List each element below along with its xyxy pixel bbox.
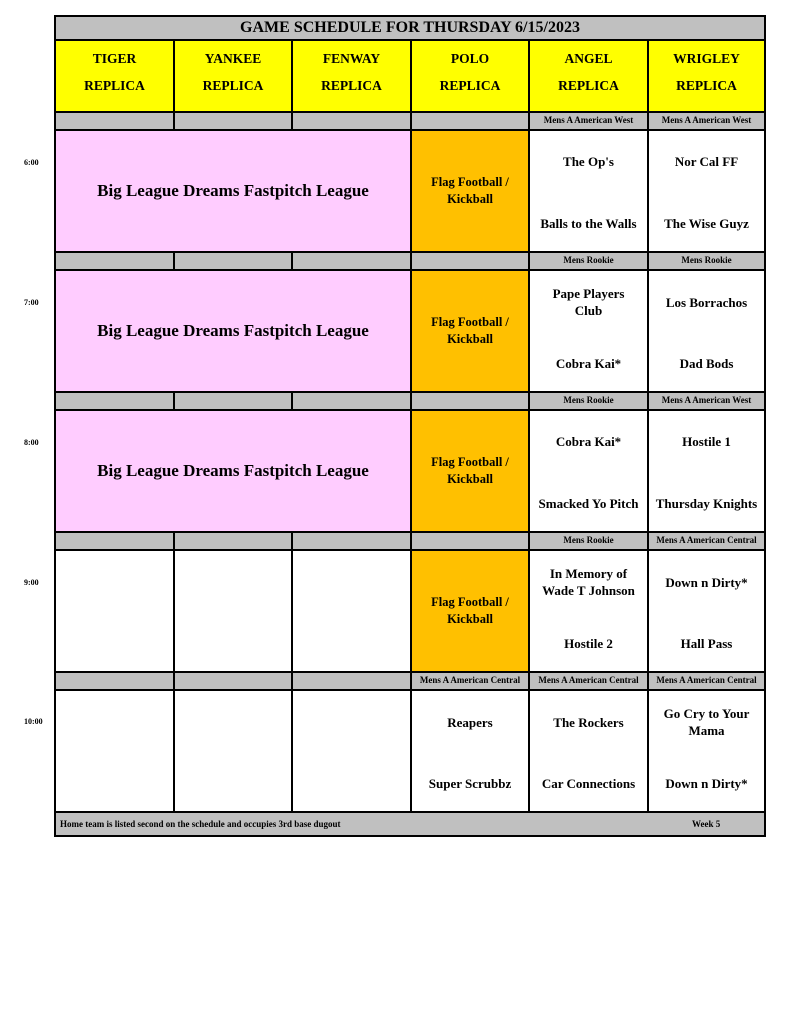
home-team: Balls to the Walls bbox=[540, 216, 637, 231]
flag-football-block-6: Flag Football / Kickball bbox=[412, 131, 530, 253]
division-cell bbox=[293, 393, 412, 411]
flag-football-block-9: Flag Football / Kickball bbox=[412, 551, 530, 673]
game-cell-wrigley-8[interactable] bbox=[649, 411, 764, 533]
division-label-wrigley-6: Mens A American West bbox=[649, 113, 764, 131]
away-team: Reapers bbox=[447, 715, 493, 730]
empty-cell-tiger-9 bbox=[56, 551, 175, 673]
field-sub: REPLICA bbox=[676, 78, 737, 93]
game-cell-wrigley-9[interactable] bbox=[649, 551, 764, 673]
game-cell-angel-8[interactable] bbox=[530, 411, 649, 533]
time-label-10: 10:00 bbox=[24, 717, 43, 726]
home-team: Hall Pass bbox=[680, 636, 733, 651]
schedule-footer bbox=[56, 813, 764, 835]
division-cell bbox=[412, 393, 530, 411]
division-cell bbox=[293, 673, 412, 691]
division-label-wrigley-10: Mens A American Central bbox=[649, 673, 764, 691]
division-label-polo-10: Mens A American Central bbox=[412, 673, 530, 691]
division-cell bbox=[175, 393, 293, 411]
game-cell-wrigley-6[interactable] bbox=[649, 131, 764, 253]
game-cell-wrigley-7[interactable] bbox=[649, 271, 764, 393]
field-name: POLO bbox=[450, 51, 490, 66]
division-cell bbox=[56, 113, 175, 131]
time-label-9: 9:00 bbox=[24, 578, 39, 587]
field-sub: REPLICA bbox=[439, 78, 501, 93]
division-cell bbox=[56, 393, 175, 411]
division-label-angel-10: Mens A American Central bbox=[530, 673, 649, 691]
field-header-yankee bbox=[175, 41, 293, 113]
field-sub: REPLICA bbox=[84, 78, 145, 93]
field-sub: REPLICA bbox=[558, 78, 619, 93]
fastpitch-league-block-8: Big League Dreams Fastpitch League bbox=[56, 411, 412, 533]
schedule-title: GAME SCHEDULE FOR THURSDAY 6/15/2023 bbox=[56, 17, 764, 41]
home-team: Car Connections bbox=[541, 776, 636, 791]
game-cell-polo-10[interactable] bbox=[412, 691, 530, 813]
empty-cell-tiger-10 bbox=[56, 691, 175, 813]
division-cell bbox=[293, 253, 412, 271]
division-cell bbox=[293, 533, 412, 551]
away-team: Pape Players Club bbox=[552, 286, 625, 318]
schedule-table bbox=[54, 15, 766, 837]
game-cell-angel-9[interactable] bbox=[530, 551, 649, 673]
field-header-angel bbox=[530, 41, 649, 113]
division-label-wrigley-9: Mens A American Central bbox=[649, 533, 764, 551]
field-name: WRIGLEY bbox=[673, 51, 740, 66]
division-cell bbox=[56, 673, 175, 691]
time-label-7: 7:00 bbox=[24, 298, 39, 307]
fastpitch-league-block-7: Big League Dreams Fastpitch League bbox=[56, 271, 412, 393]
away-team: The Rockers bbox=[553, 715, 624, 730]
game-cell-wrigley-10[interactable] bbox=[649, 691, 764, 813]
game-cell-angel-10[interactable] bbox=[530, 691, 649, 813]
footer-note: Home team is listed second on the schedule and occupies 3rd base dugout bbox=[60, 819, 341, 829]
away-team: Cobra Kai* bbox=[555, 434, 622, 449]
division-cell bbox=[175, 533, 293, 551]
division-label-angel-7: Mens Rookie bbox=[530, 253, 649, 271]
game-cell-angel-7[interactable] bbox=[530, 271, 649, 393]
division-label-wrigley-8: Mens A American West bbox=[649, 393, 764, 411]
division-label-wrigley-7: Mens Rookie bbox=[649, 253, 764, 271]
field-sub: REPLICA bbox=[202, 78, 264, 93]
field-name: YANKEE bbox=[204, 51, 262, 66]
home-team: Hostile 2 bbox=[564, 636, 613, 651]
division-label-angel-9: Mens Rookie bbox=[530, 533, 649, 551]
away-team: Go Cry to Your Mama bbox=[663, 706, 750, 738]
division-cell bbox=[412, 113, 530, 131]
away-team: Down n Dirty* bbox=[665, 575, 748, 590]
flag-football-block-7: Flag Football / Kickball bbox=[412, 271, 530, 393]
home-team: Down n Dirty* bbox=[665, 776, 748, 791]
home-team: Dad Bods bbox=[679, 356, 734, 371]
division-cell bbox=[412, 253, 530, 271]
week-label: Week 5 bbox=[692, 819, 721, 829]
division-cell bbox=[56, 253, 175, 271]
game-cell-angel-6[interactable] bbox=[530, 131, 649, 253]
division-label-angel-8: Mens Rookie bbox=[530, 393, 649, 411]
field-header-wrigley bbox=[649, 41, 764, 113]
home-team: The Wise Guyz bbox=[664, 216, 749, 231]
field-name: FENWAY bbox=[322, 51, 381, 66]
field-header-tiger bbox=[56, 41, 175, 113]
division-cell bbox=[175, 113, 293, 131]
field-header-fenway bbox=[293, 41, 412, 113]
empty-cell-yankee-10 bbox=[175, 691, 293, 813]
empty-cell-fenway-10 bbox=[293, 691, 412, 813]
division-cell bbox=[293, 113, 412, 131]
flag-football-block-8: Flag Football / Kickball bbox=[412, 411, 530, 533]
field-name: TIGER bbox=[92, 51, 137, 66]
away-team: In Memory of Wade T Johnson bbox=[542, 566, 635, 598]
empty-cell-yankee-9 bbox=[175, 551, 293, 673]
division-cell bbox=[175, 253, 293, 271]
empty-cell-fenway-9 bbox=[293, 551, 412, 673]
away-team: The Op's bbox=[563, 154, 614, 169]
field-sub: REPLICA bbox=[321, 78, 382, 93]
away-team: Hostile 1 bbox=[682, 434, 731, 449]
home-team: Cobra Kai* bbox=[555, 356, 622, 371]
field-name: ANGEL bbox=[564, 51, 613, 66]
division-cell bbox=[412, 533, 530, 551]
away-team: Nor Cal FF bbox=[674, 154, 739, 169]
home-team: Thursday Knights bbox=[655, 496, 758, 511]
field-header-polo bbox=[412, 41, 530, 113]
time-label-8: 8:00 bbox=[24, 438, 39, 447]
division-label-angel-6: Mens A American West bbox=[530, 113, 649, 131]
home-team: Smacked Yo Pitch bbox=[538, 496, 639, 511]
away-team: Los Borrachos bbox=[665, 295, 748, 310]
division-cell bbox=[175, 673, 293, 691]
time-label-6: 6:00 bbox=[24, 158, 39, 167]
division-cell bbox=[56, 533, 175, 551]
fastpitch-league-block-6: Big League Dreams Fastpitch League bbox=[56, 131, 412, 253]
home-team: Super Scrubbz bbox=[428, 776, 512, 791]
